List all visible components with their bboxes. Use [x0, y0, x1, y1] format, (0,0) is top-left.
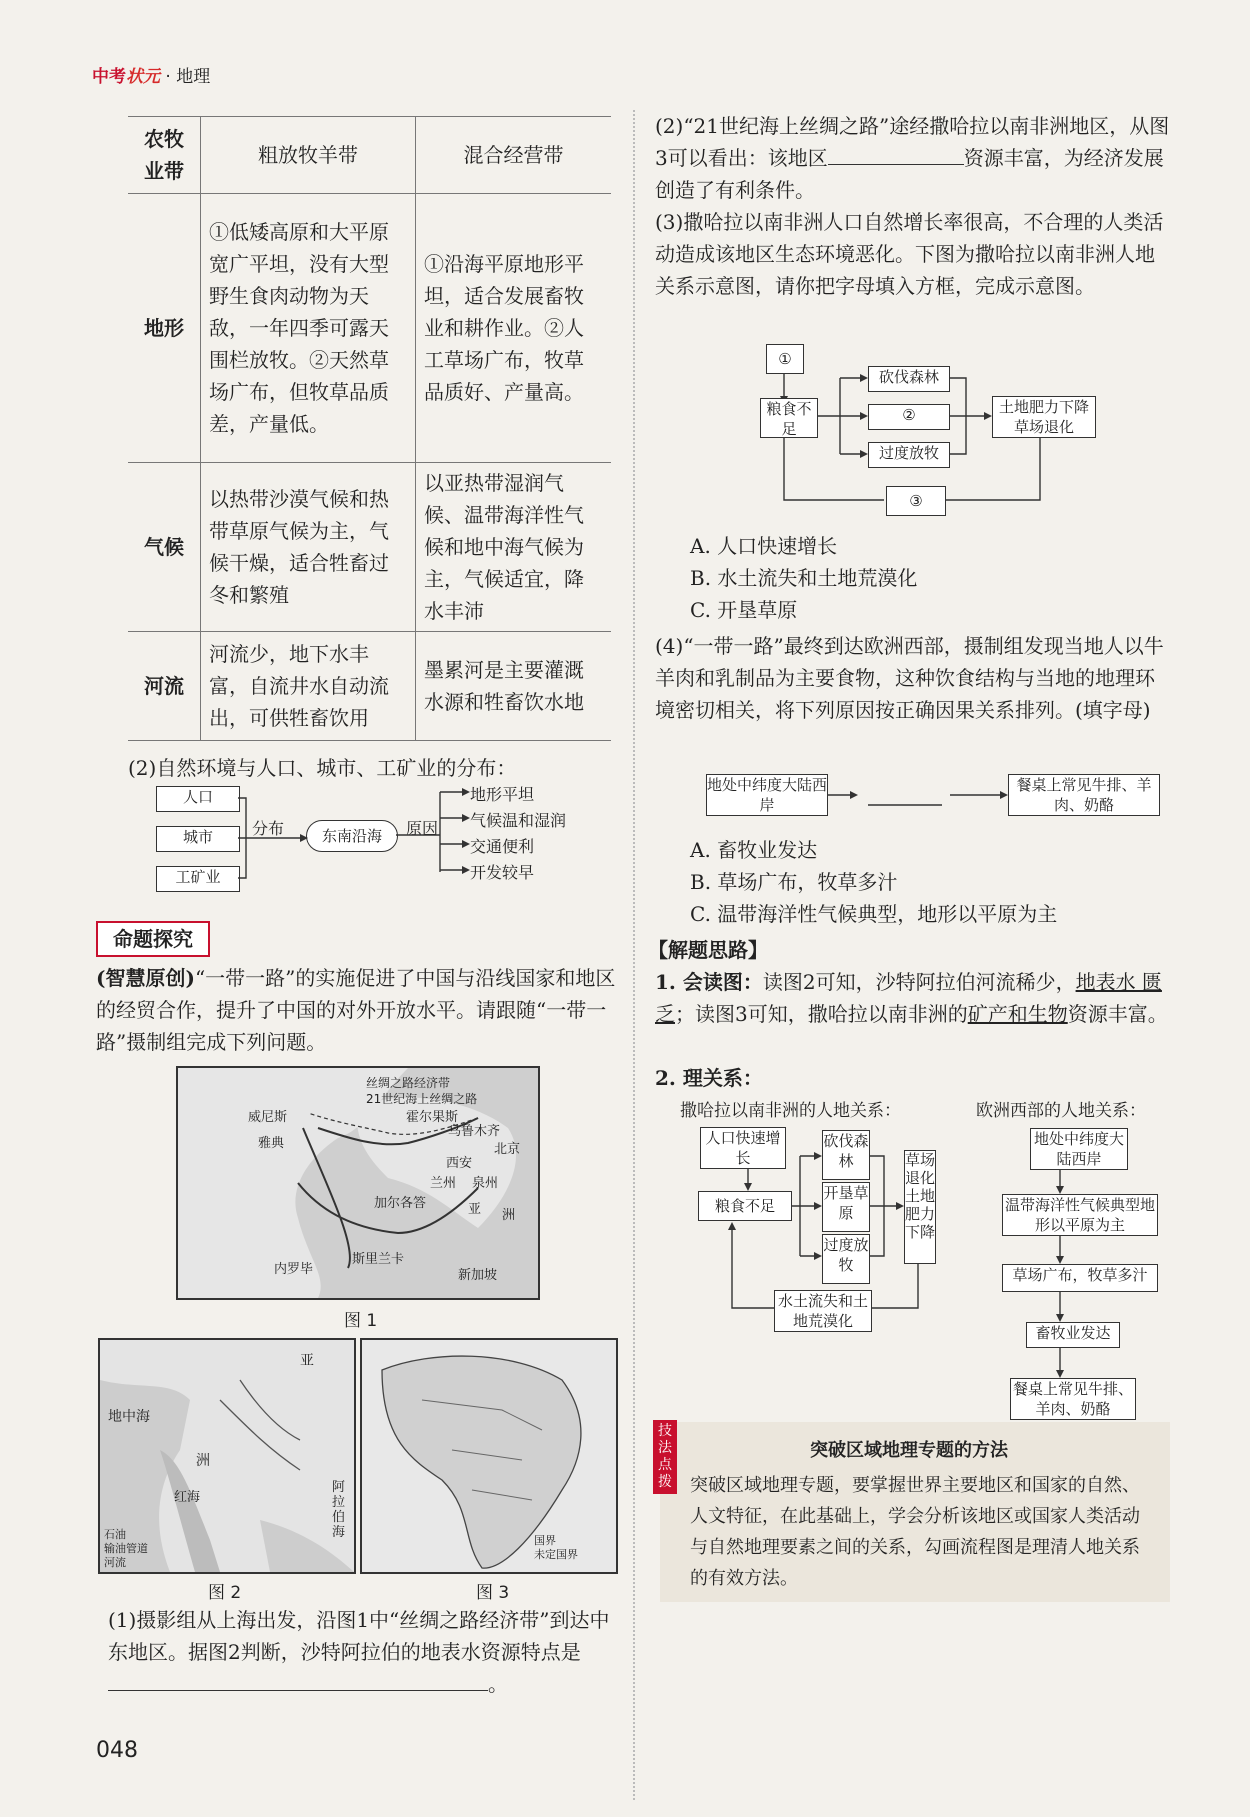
- europe-s2: 温带海洋性气候典型地形以平原为主: [1002, 1194, 1158, 1236]
- dist-reason: 地形平坦: [470, 785, 535, 804]
- tips-box: [660, 1422, 1170, 1602]
- map2-place: 洲: [196, 1453, 210, 1469]
- map2-place: 阿拉伯海: [332, 1480, 346, 1540]
- map1-place: 北京: [494, 1142, 521, 1157]
- table-cell: 河流少，地下水丰富，自流井水自动流出，可供牲畜饮用: [201, 632, 416, 741]
- map1-place: 斯里兰卡: [352, 1252, 405, 1267]
- dist-verb: 原因: [406, 819, 439, 838]
- africa-open: 开垦草原: [822, 1182, 870, 1232]
- q3-option: A. 人口快速增长: [690, 534, 838, 558]
- q2-body: (2)“21世纪海上丝绸之路”途经撒哈拉以南非洲地区，从图3可以看出：该地区: [655, 114, 1170, 170]
- map2-place: 亚: [300, 1353, 314, 1369]
- europe-s5: 餐桌上常见牛排、羊肉、奶酪: [1010, 1378, 1136, 1420]
- dist-center: 东南沿海: [306, 820, 398, 852]
- q3-box-1[interactable]: ①: [766, 344, 804, 374]
- q1-body: (1)摄影组从上海出发，沿图1中“丝绸之路经济带”到达中东地区。据图2判断，沙特阿拉伯的地表水资源特点是: [108, 1608, 610, 1664]
- solve2-right-title: 欧洲西部的人地关系：: [976, 1101, 1146, 1121]
- header-sep: ·: [165, 67, 171, 87]
- q4-option: B. 草场广布，牧草多汁: [690, 870, 898, 894]
- dist-source: 人口: [156, 786, 240, 812]
- map2-legend: 河流: [104, 1556, 126, 1569]
- table-cell: 以热带沙漠气候和热带草原气候为主，气候干燥，适合牲畜过冬和繁殖: [201, 463, 416, 632]
- map-3: [360, 1338, 618, 1574]
- intro-body: “一带一路”的实施促进了中国与沿线国家和地区的经贸合作，提升了中国的对外开放水平。请跟随“一带一路”摄制组完成下列问题。: [96, 966, 616, 1054]
- q3-graze: 过度放牧: [868, 442, 950, 468]
- q4-start: 地处中纬度大陆西岸: [707, 776, 828, 814]
- map3-legend: 未定国界: [534, 1548, 578, 1561]
- q1-end: 。: [488, 1672, 508, 1696]
- q3-option: B. 水土流失和土地荒漠化: [690, 566, 918, 590]
- dist-reason: 气候温和湿润: [470, 811, 567, 830]
- map2-legend: 输油管道: [104, 1542, 148, 1555]
- solve1-b: ；读图3可知，撒哈拉以南非洲的: [675, 1002, 968, 1026]
- dist-source: 城市: [156, 826, 240, 852]
- map-2-drawing: [100, 1340, 354, 1572]
- q3-box-2[interactable]: ②: [868, 404, 950, 430]
- europe-s4: 畜牧业发达: [1026, 1322, 1120, 1348]
- q4-option: C. 温带海洋性气候典型，地形以平原为主: [690, 902, 1058, 926]
- q2-right: [655, 110, 1170, 206]
- map-2: [98, 1338, 356, 1574]
- map1-place: 亚: [468, 1202, 482, 1217]
- q1-text: [108, 1604, 618, 1700]
- map1-place: 洲: [502, 1208, 516, 1223]
- table-cell: 以亚热带湿润气候、温带海洋性气候和地中海气候为主，气候适宜，降水丰沛: [416, 463, 612, 632]
- q4-option: A. 畜牧业发达: [690, 838, 818, 862]
- europe-s3: 草场广布，牧草多汁: [1002, 1264, 1158, 1292]
- solve1-answer: 矿产和生物: [967, 1002, 1068, 1026]
- q3-food: 粮食不足: [760, 398, 818, 438]
- solve-1: [655, 966, 1170, 1030]
- q4-end: 餐桌上常见牛排、羊肉、奶酪: [1008, 774, 1160, 816]
- q2-title: (2)自然环境与人口、城市、工矿业的分布：: [128, 756, 517, 780]
- table-head-cell: 粗放牧羊带: [201, 117, 416, 194]
- map-1: [176, 1066, 540, 1300]
- map1-place: 威尼斯: [248, 1110, 288, 1125]
- q3-box-3[interactable]: ③: [886, 486, 946, 516]
- map2-legend: 石油: [104, 1528, 126, 1541]
- map2-place: 地中海: [108, 1409, 150, 1425]
- q4-text: (4)“一带一路”最终到达欧洲西部，摄制组发现当地人以牛羊肉和乳制品为主要食物，这种饮食结构与当地的地理环境密切相关，将下列原因按正确因果关系排列。(填字母): [655, 634, 1164, 722]
- intro-tag: (智慧原创): [96, 966, 195, 990]
- q2-tail: 资源丰富，为经济发展创造了有利条件。: [655, 146, 1164, 202]
- tips-title: 突破区域地理专题的方法: [810, 1440, 1008, 1461]
- dist-source: 工矿业: [156, 866, 240, 892]
- brand-b: 状元: [126, 67, 160, 87]
- row-label: 地形: [128, 194, 201, 463]
- map1-place: 乌鲁木齐: [448, 1124, 501, 1139]
- q3-cut: 砍伐森林: [868, 366, 950, 392]
- tips-body: 突破区域地理专题，要掌握世界主要地区和国家的自然、人文特征，在此基础上，学会分析该地区或国家人类活动与自然地理要素之间的关系，勾画流程图是理清人地关系的有效方法。: [690, 1475, 1140, 1589]
- africa-cut: 砍伐森林: [822, 1130, 870, 1180]
- map3-legend: 国界: [534, 1534, 556, 1547]
- q1-answer-blank[interactable]: [108, 1690, 488, 1691]
- africa-erosion: 水土流失和土地荒漠化: [774, 1290, 872, 1332]
- brand-a: 中考: [92, 67, 126, 87]
- solve1-label: 1. 会读图：: [655, 970, 763, 994]
- solve1-a: 读图2可知，沙特阿拉伯河流稀少，: [762, 970, 1076, 994]
- map1-place: 霍尔果斯: [406, 1110, 459, 1125]
- africa-degrade: 草场退化土地肥力下降: [904, 1150, 936, 1264]
- map-3-drawing: [362, 1340, 616, 1572]
- map1-place: 雅典: [258, 1136, 285, 1151]
- solve-title: 【解题思路】: [648, 938, 768, 962]
- dist-reason: 开发较早: [470, 863, 535, 882]
- header-subject: 地理: [176, 67, 211, 87]
- table-cell: ①低矮高原和大平原宽广平坦，没有大型野生食肉动物为天敌，一年四季可露天围栏放牧。②天然草场广布，但牧草品质差，产量低。: [201, 194, 416, 463]
- map1-place: 泉州: [472, 1176, 499, 1191]
- solve1-c: 资源丰富。: [1067, 1002, 1168, 1026]
- table-head-cell: 农牧业带: [128, 117, 201, 194]
- section-tag: 命题探究: [96, 921, 210, 957]
- solve2-left-title: 撒哈拉以南非洲的人地关系：: [680, 1101, 901, 1121]
- map1-place: 加尔各答: [374, 1196, 427, 1211]
- table-head-cell: 混合经营带: [416, 117, 612, 194]
- dist-reason: 交通便利: [470, 837, 535, 856]
- africa-food: 粮食不足: [698, 1191, 792, 1221]
- tips-tag: 技法点拨: [653, 1420, 677, 1494]
- africa-pop: 人口快速增长: [700, 1127, 786, 1169]
- map1-place: 新加坡: [458, 1268, 498, 1283]
- table-cell: ①沿海平原地形平坦，适合发展畜牧业和耕作业。②人工草场广布，牧草品质好、产量高。: [416, 194, 612, 463]
- map2-caption: 图 2: [208, 1583, 242, 1603]
- map1-legend: 21世纪海上丝绸之路: [366, 1092, 478, 1106]
- map1-place: 内罗毕: [274, 1262, 314, 1277]
- q3-text: (3)撒哈拉以南非洲人口自然增长率很高，不合理的人类活动造成该地区生态环境恶化。下图为撒哈拉以南非洲人地关系示意图，请你把字母填入方框，完成示意图。: [655, 210, 1164, 298]
- solve2-label: 2. 理关系：: [655, 1066, 763, 1090]
- row-label: 气候: [128, 463, 201, 632]
- page-number: 048: [96, 1738, 138, 1763]
- intro-text: [96, 962, 616, 1058]
- europe-s1: 地处中纬度大陆西岸: [1030, 1128, 1128, 1170]
- dist-verb: 分布: [252, 819, 285, 838]
- row-label: 河流: [128, 632, 201, 741]
- solve1-answer: 地表水 匮乏: [655, 970, 1162, 1026]
- africa-graze: 过度放牧: [822, 1234, 870, 1284]
- map1-legend: 丝绸之路经济带: [366, 1076, 451, 1090]
- q3-option: C. 开垦草原: [690, 598, 798, 622]
- table-cell: 墨累河是主要灌溉水源和牲畜饮水地: [416, 632, 612, 741]
- map1-place: 兰州: [430, 1176, 457, 1191]
- map1-caption: 图 1: [344, 1311, 378, 1331]
- map2-place: 红海: [174, 1490, 201, 1505]
- q2-answer-blank[interactable]: [828, 164, 964, 165]
- map1-place: 西安: [446, 1156, 473, 1171]
- q3-result: 土地肥力下降草场退化: [992, 396, 1096, 438]
- map3-caption: 图 3: [476, 1583, 510, 1603]
